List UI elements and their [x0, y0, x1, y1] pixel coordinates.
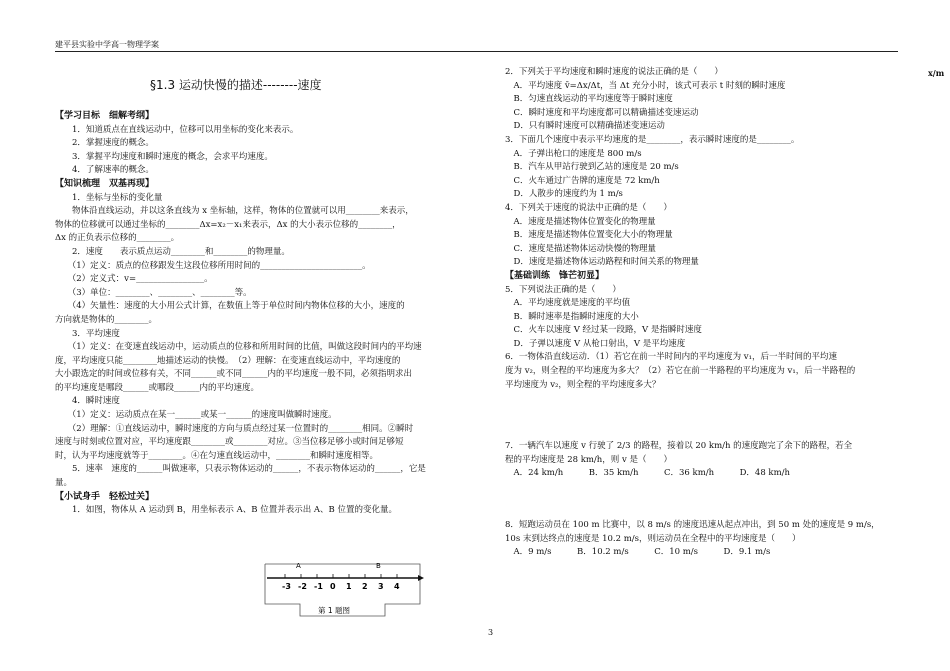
text-line: （1）定义：运动质点在某一______或某一______的速度叫做瞬时速度。: [55, 410, 337, 421]
text-line: 速度与时刻或位置对应，平均速度跟________或________对应。③当位移足够小或时间足够短: [55, 437, 404, 448]
text-line: 物体沿直线运动，并以这条直线为 x 坐标轴，这样，物体的位置就可以用________来表示，: [55, 206, 414, 217]
text-line: 量。: [55, 478, 73, 489]
axis-arrow: [418, 575, 424, 581]
text-line: 物体的位移就可以通过坐标的________Δx=x₂－x₁来表示，Δx 的大小表示位移的________，: [55, 219, 401, 230]
text-line: Δx 的正负表示位移的________。: [55, 233, 180, 244]
text-line: 2．速度 表示质点运动________和________的物理量。: [55, 246, 290, 257]
text-line: 10s 末到达终点的速度是 10.2 m/s，则运动员在全程中的平均速度是（ ）: [505, 533, 801, 544]
figure-caption: 第 1 题图: [318, 606, 351, 615]
text-line: 8．短跑运动员在 100 m 比赛中，以 8 m/s 的速度迅速从起点冲出，到 50 m 处的速度是 9 m/s，: [505, 520, 880, 531]
section-heading: 【学习目标 细解考纲】: [55, 111, 155, 121]
tick-label: 1: [346, 582, 352, 591]
text-line: 2．掌握速度的概念。: [55, 138, 154, 149]
text-line: （3）单位：________、________、________等。: [55, 287, 252, 298]
text-line: C．火车通过广告牌的速度是 72 km/h: [505, 175, 660, 186]
text-line: （1）定义：质点的位移跟发生这段位移所用时间的________________________。: [55, 260, 371, 271]
tick-label: 0: [330, 582, 336, 591]
point-a-label: A: [296, 562, 301, 570]
text-line: [505, 481, 905, 519]
right-column: [505, 66, 905, 560]
text-line: 3．平均速度: [55, 328, 120, 339]
text-line: B．匀速直线运动的平均速度等于瞬时速度: [505, 94, 673, 105]
left-column: [55, 110, 475, 518]
unit-label: x/m: [928, 68, 945, 78]
header-rule: [55, 51, 898, 52]
text-line: D．只有瞬时速度可以精确描述变速运动: [505, 121, 665, 132]
text-line: C．速度是描述物体运动快慢的物理量: [505, 243, 657, 254]
text-line: 7．一辆汽车以速度 v 行驶了 2/3 的路程，接着以 20 km/h 的速度跑完了余下的路程，若全: [505, 441, 853, 452]
tick-label: -2: [298, 582, 307, 591]
text-line: 4．了解速率的概念。: [55, 165, 154, 176]
tick-label: -1: [314, 582, 323, 591]
text-line: （2）理解：①直线运动中，瞬时速度的方向与质点经过某一位置时的________相同。②瞬时: [55, 423, 414, 434]
text-line: （4）矢量性：速度的大小用公式计算，在数值上等于单位时间内物体位移的大小，速度的: [55, 301, 405, 312]
text-line: B．汽车从甲站行驶到乙站的速度是 20 m/s: [505, 162, 679, 173]
text-line: 度，平均速度只能________地描述运动的快慢。 （2）理解：在变速直线运动中，平均速度的: [55, 355, 401, 366]
tick-label: 4: [394, 582, 400, 591]
text-line: D．子弹以速度 V 从枪口射出，V 是平均速度: [505, 338, 686, 349]
text-line: 4．瞬时速度: [55, 396, 120, 407]
text-line: 1．如图，物体从 A 运动到 B，用坐标表示 A、B 位置并表示出 A、B 位置的变化量。: [55, 505, 397, 516]
page-header: 建平县实验中学高一物理学案: [55, 40, 159, 49]
text-line: 1．坐标与坐标的变化量: [55, 192, 163, 203]
text-line: D．速度是描述物体运动路程和时间关系的物理量: [505, 257, 699, 268]
text-line: 3．下面几个速度中表示平均速度的是________，表示瞬时速度的是________。: [505, 134, 800, 145]
section-heading: 【小试身手 轻松过关】: [55, 491, 155, 502]
text-line: A．子弹出枪口的速度是 800 m/s: [505, 148, 642, 159]
text-line: 时，认为平均速度就等于________。④在匀速直线运动中，________和瞬时速度相等。: [55, 450, 379, 461]
text-line: D．人散步的速度约为 1 m/s: [505, 189, 623, 200]
point-b-label: B: [376, 562, 381, 570]
text-line: 5．下列说法正确的是（ ）: [505, 284, 621, 295]
text-line: 2．下列关于平均速度和瞬时速度的说法正确的是（ ）: [505, 67, 723, 77]
text-line: A．9 m/s B．10.2 m/s C．10 m/s D．9.1 m/s: [505, 547, 771, 558]
page-number: 3: [488, 628, 494, 637]
number-line-figure: [255, 556, 430, 636]
text-line: A．速度是描述物体位置变化的物理量: [505, 216, 656, 227]
text-line: （1）定义：在变速直线运动中，运动质点的位移和所用时间的比值，叫做这段时间内的平均速: [55, 342, 422, 353]
text-line: 大小跟选定的时间或位移有关，不同______或不同______内的平均速度一般不同，必须指明求出: [55, 369, 413, 380]
text-line: A．平均速度 v̄=Δx/Δt，当 Δt 充分小时，该式可表示 t 时刻的瞬时速度: [505, 80, 786, 91]
section-heading: 【知识梳理 双基再现】: [55, 178, 155, 189]
text-line: 4．下列关于速度的说法中正确的是（ ）: [505, 202, 672, 213]
text-line: （2）定义式：v=________________。: [55, 274, 213, 285]
text-line: B．瞬时速率是指瞬时速度的大小: [505, 311, 639, 322]
text-line: C．火车以速度 V 经过某一段路，V 是指瞬时速度: [505, 325, 702, 336]
text-line: 5．速率 速度的______叫做速率，只表示物体运动的______，不表示物体运动的______，它是: [55, 464, 426, 475]
text-line: 度为 v₂，则全程的平均速度为多大？（2）若它在前一半路程的平均速度为 v₁，后一半路程的: [505, 366, 856, 377]
text-line: B．速度是描述物体位置变化大小的物理量: [505, 230, 673, 241]
text-line: A．平均速度就是速度的平均值: [505, 298, 631, 309]
tick-label: -3: [282, 582, 291, 591]
text-line: [505, 392, 905, 440]
text-line: 程的平均速度是 28 km/h，则 v 是（ ）: [505, 454, 672, 465]
tick-label: 2: [362, 582, 368, 591]
text-line: 6．一物体沿直线运动．（1）若它在前一半时间内的平均速度为 v₁，后一半时间的平均速: [505, 352, 837, 363]
text-line: A．24 km/h B．35 km/h C．36 km/h D．48 km/h: [505, 468, 790, 479]
text-line: 方向就是物体的________。: [55, 314, 158, 325]
text-line: 平均速度为 v₂，则全程的平均速度多大？: [505, 379, 661, 390]
text-line: 3．掌握平均速度和瞬时速度的概念，会求平均速度。: [55, 151, 273, 162]
section-heading: 【基础训练 锋芒初显】: [505, 270, 605, 281]
text-line: 1．知道质点在直线运动中，位移可以用坐标的变化来表示。: [55, 124, 299, 135]
text-line: C．瞬时速度和平均速度都可以精确描述变速运动: [505, 107, 699, 118]
page-title: §1.3 运动快慢的描述--------速度: [150, 78, 322, 92]
text-line: 的平均速度是哪段______或哪段______内的平均速度。: [55, 382, 260, 393]
tick-label: 3: [378, 582, 384, 591]
